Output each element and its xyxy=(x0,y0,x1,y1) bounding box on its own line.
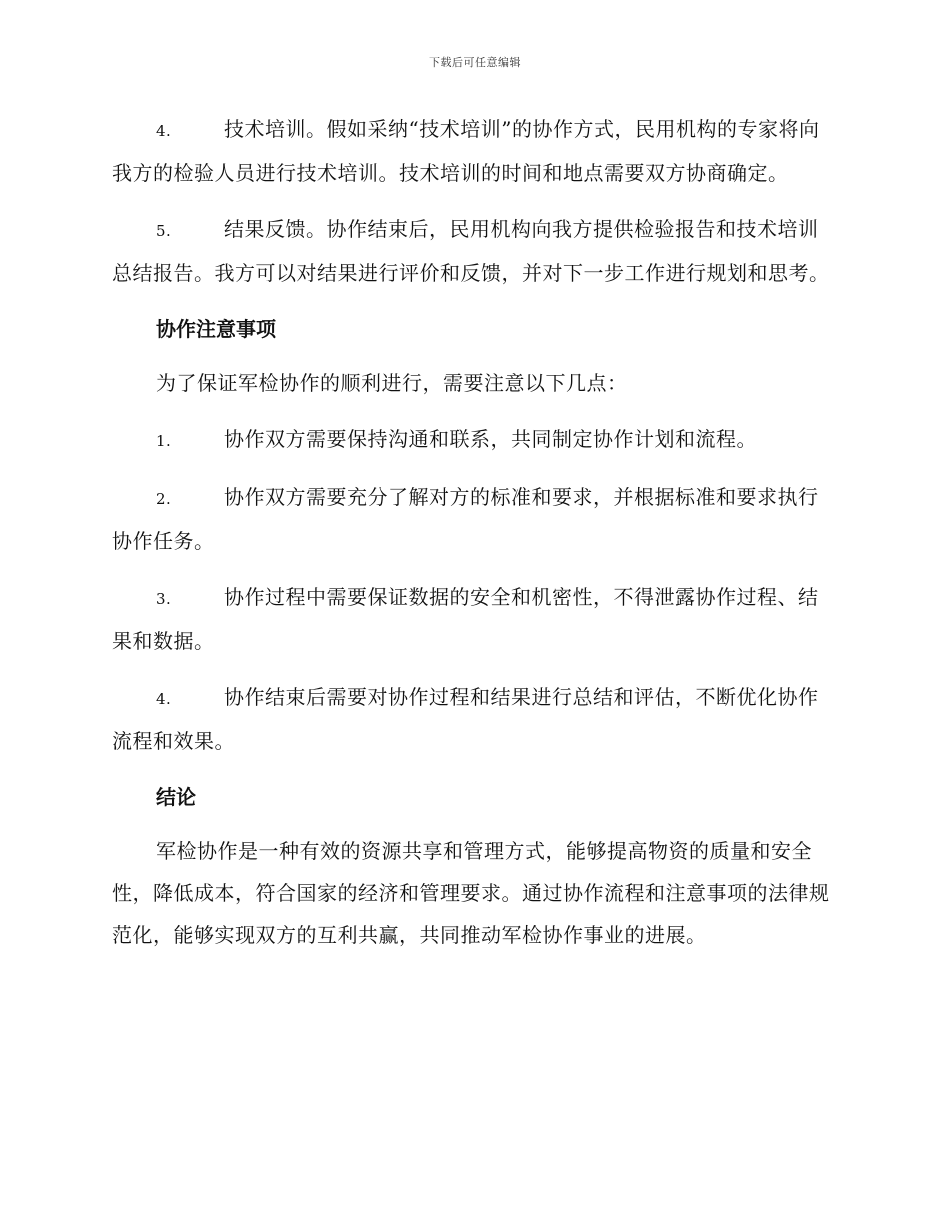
page-header: 下载后可任意编辑 xyxy=(429,56,521,69)
list-item-text: 结果反馈。协作结束后，民用机构向我方提供检验报告和技术培训总结报告。我方可以对结果进行评价和反馈，并对下一步工作进行规划和思考。 xyxy=(112,217,830,285)
list-item-number: 4. xyxy=(156,122,172,140)
list-item-text: 协作双方需要保持沟通和联系，共同制定协作计划和流程。 xyxy=(224,427,757,451)
section-heading-conclusion: 结论 xyxy=(156,785,196,809)
list-item xyxy=(112,208,834,294)
section-intro: 为了保证军检协作的顺利进行，需要注意以下几点： xyxy=(156,371,628,395)
list-item-number: 1. xyxy=(156,432,172,450)
list-item xyxy=(112,476,834,562)
list-item xyxy=(112,108,834,194)
document-body xyxy=(112,108,834,970)
section-heading-notes: 协作注意事项 xyxy=(156,317,276,341)
list-item xyxy=(112,676,834,762)
conclusion-paragraph: 军检协作是一种有效的资源共享和管理方式，能够提高物资的质量和安全性，降低成本，符合国家的经济和管理要求。通过协作流程和注意事项的法律规范化，能够实现双方的互利共赢，共同推动军检协作事业的进展。 xyxy=(112,839,830,947)
list-item-number: 3. xyxy=(156,590,172,608)
list-item-number: 2. xyxy=(156,490,172,508)
list-item-text: 协作结束后需要对协作过程和结果进行总结和评估，不断优化协作流程和效果。 xyxy=(112,685,819,753)
list-item xyxy=(112,418,834,462)
list-item-text: 技术培训。假如采纳“技术培训”的协作方式，民用机构的专家将向我方的检验人员进行技术培训。技术培训的时间和地点需要双方协商确定。 xyxy=(112,117,820,185)
list-item-text: 协作过程中需要保证数据的安全和机密性，不得泄露协作过程、结果和数据。 xyxy=(112,585,819,653)
list-item xyxy=(112,576,834,662)
list-item-number: 5. xyxy=(156,222,172,240)
list-item-number: 4. xyxy=(156,690,172,708)
list-item-text: 协作双方需要充分了解对方的标准和要求，并根据标准和要求执行协作任务。 xyxy=(112,485,819,553)
